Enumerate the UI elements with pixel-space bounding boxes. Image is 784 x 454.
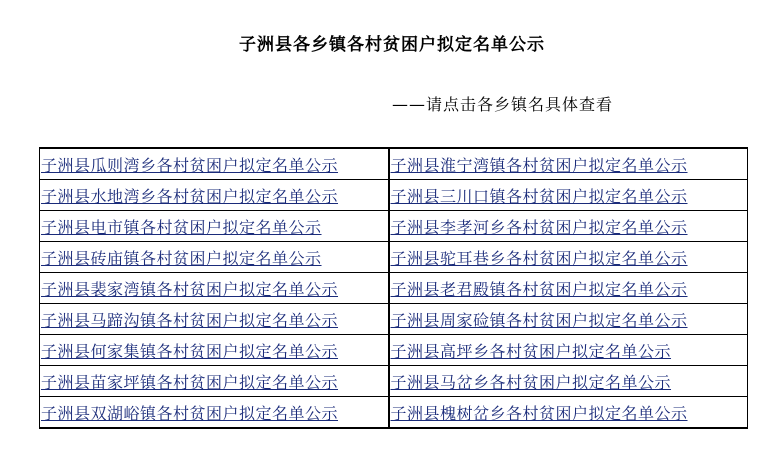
table-row: [40, 148, 748, 180]
table-cell: [389, 335, 748, 366]
table-cell: [389, 366, 748, 397]
table-cell: [389, 304, 748, 335]
township-link-dianshi[interactable]: 子洲县电市镇各村贫困户拟定名单公示: [41, 217, 322, 237]
table-cell: [40, 180, 389, 211]
table-cell: [389, 273, 748, 304]
township-link-matigou[interactable]: 子洲县马蹄沟镇各村贫困户拟定名单公示: [41, 310, 339, 330]
township-link-hejiaji[interactable]: 子洲县何家集镇各村贫困户拟定名单公示: [41, 341, 339, 361]
table-cell: [389, 211, 748, 242]
township-link-shuanghuyu[interactable]: 子洲县双湖峪镇各村贫困户拟定名单公示: [41, 403, 339, 423]
table-cell: [40, 397, 389, 429]
township-link-lixiaohe[interactable]: 子洲县李孝河乡各村贫困户拟定名单公示: [390, 217, 688, 237]
township-link-miaojiaping[interactable]: 子洲县苗家坪镇各村贫困户拟定名单公示: [41, 372, 339, 392]
township-link-laojundian[interactable]: 子洲县老君殿镇各村贫困户拟定名单公示: [390, 279, 688, 299]
table-row: [40, 397, 748, 429]
table-cell: [40, 304, 389, 335]
table-cell: [389, 242, 748, 273]
township-link-macha[interactable]: 子洲县马岔乡各村贫困户拟定名单公示: [390, 372, 672, 392]
table-cell: [389, 180, 748, 211]
township-link-guazewan[interactable]: 子洲县瓜则湾乡各村贫困户拟定名单公示: [41, 155, 339, 175]
township-link-zhoujiajian[interactable]: 子洲县周家硷镇各村贫困户拟定名单公示: [390, 310, 688, 330]
township-link-peijiawan[interactable]: 子洲县裴家湾镇各村贫困户拟定名单公示: [41, 279, 339, 299]
table-row: [40, 335, 748, 366]
township-link-sanchuankou[interactable]: 子洲县三川口镇各村贫困户拟定名单公示: [390, 186, 688, 206]
township-link-huainingwan[interactable]: 子洲县淮宁湾镇各村贫困户拟定名单公示: [390, 155, 688, 175]
page-title: 子洲县各乡镇各村贫困户拟定名单公示: [239, 35, 545, 55]
table-cell: [40, 366, 389, 397]
table-row: [40, 273, 748, 304]
table-row: [40, 304, 748, 335]
township-link-zhuanmiao[interactable]: 子洲县砖庙镇各村贫困户拟定名单公示: [41, 248, 322, 268]
township-link-huaishucha[interactable]: 子洲县槐树岔乡各村贫困户拟定名单公示: [390, 403, 688, 423]
table-cell: [389, 148, 748, 180]
table-cell: [40, 273, 389, 304]
table-row: [40, 211, 748, 242]
table-row: [40, 242, 748, 273]
township-links-table: [39, 147, 748, 429]
table-cell: [389, 397, 748, 429]
township-link-tuoerxiang[interactable]: 子洲县驼耳巷乡各村贫困户拟定名单公示: [390, 248, 688, 268]
township-link-gaoping[interactable]: 子洲县高坪乡各村贫困户拟定名单公示: [390, 341, 672, 361]
table-row: [40, 180, 748, 211]
table-cell: [40, 242, 389, 273]
table-cell: [40, 211, 389, 242]
table-row: [40, 366, 748, 397]
table-cell: [40, 335, 389, 366]
township-link-shuidiwan[interactable]: 子洲县水地湾乡各村贫困户拟定名单公示: [41, 186, 339, 206]
table-cell: [40, 148, 389, 180]
page-subtitle: ——请点击各乡镇名具体查看: [392, 95, 614, 114]
